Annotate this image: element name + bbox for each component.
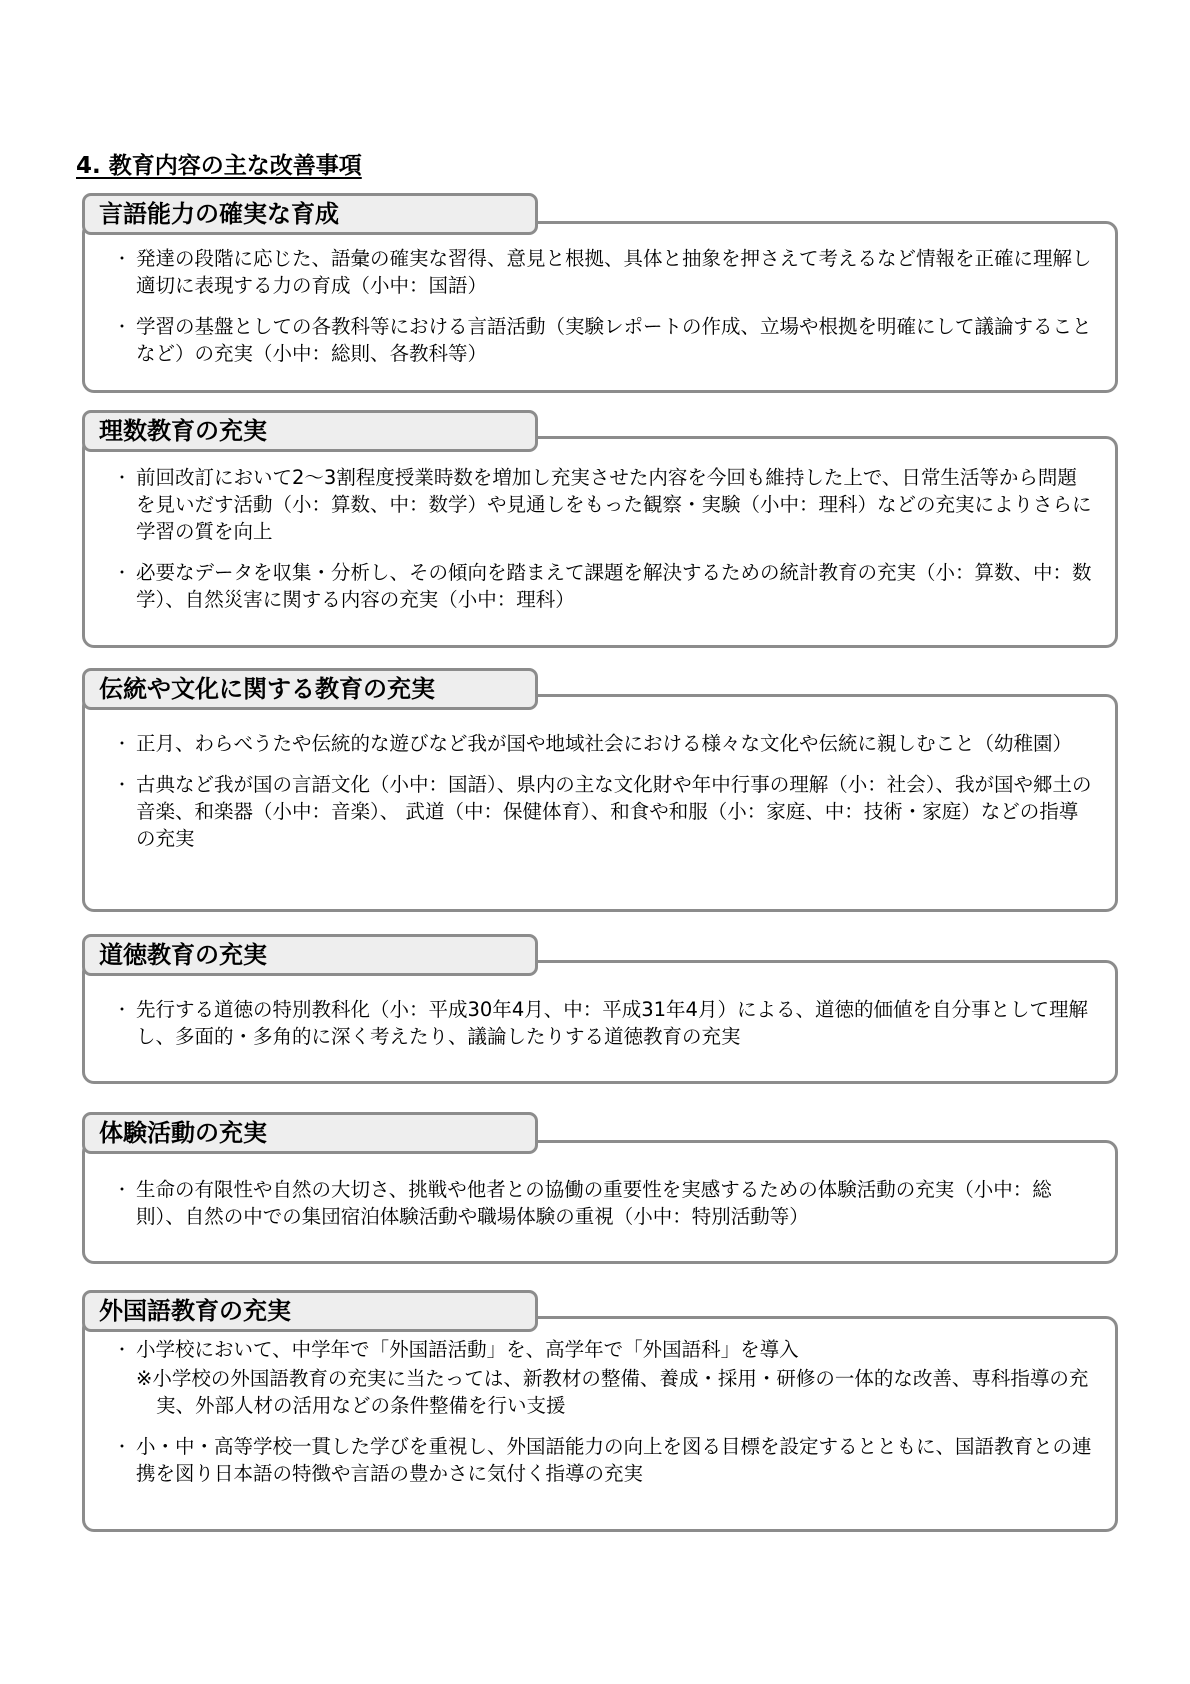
- section-tradition-culture: [82, 668, 1118, 912]
- section-experience: [82, 1112, 1118, 1264]
- section-title: 言語能力の確実な育成: [82, 193, 538, 235]
- section-foreign-language: [82, 1290, 1118, 1532]
- page-heading: 4. 教育内容の主な改善事項: [76, 153, 362, 179]
- section-title: 理数教育の充実: [82, 410, 538, 452]
- section-science-math: [82, 410, 1118, 648]
- note-text: ※小学校の外国語教育の充実に当たっては、新教材の整備、養成・採用・研修の一体的な改善、専科指導の充実、外部人材の活用などの条件整備を行い支援: [136, 1367, 1089, 1417]
- list-item: ・ 小学校において、中学年で「外国語活動」を、高学年で「外国語科」を導入: [122, 1336, 1096, 1363]
- section-title: 伝統や文化に関する教育の充実: [82, 668, 538, 710]
- list-item: ・ 先行する道徳の特別教科化（小：平成30年4月、中：平成31年4月）による、道徳的価値を自分事として理解し、多面的・多角的に深く考えたり、議論したりする道徳教育の充実: [122, 996, 1096, 1050]
- list-item: ・ 小・中・高等学校一貫した学びを重視し、外国語能力の向上を図る目標を設定するとともに、国語教育との連携を図り日本語の特徴や言語の豊かさに気付く指導の充実: [122, 1433, 1096, 1487]
- list-item: ・ 学習の基盤としての各教科等における言語活動（実験レポートの作成、立場や根拠を明確にして議論することなど）の充実（小中：総則、各教科等）: [122, 313, 1096, 367]
- section-title: 体験活動の充実: [82, 1112, 538, 1154]
- list-item: ・ 古典など我が国の言語文化（小中：国語）、県内の主な文化財や年中行事の理解（小：社会）、我が国や郷土の音楽、和楽器（小中：音楽）、 武道（中：保健体育）、和食や和服（小：家庭、中：技術・家庭）などの指導の充実: [122, 771, 1096, 852]
- list-item: ・ 正月、わらべうたや伝統的な遊びなど我が国や地域社会における様々な文化や伝統に親しむこと（幼稚園）: [122, 730, 1096, 757]
- section-language: [82, 193, 1118, 393]
- section-title: 外国語教育の充実: [82, 1290, 538, 1332]
- list-item: ・ 発達の段階に応じた、語彙の確実な習得、意見と根拠、具体と抽象を押さえて考えるなど情報を正確に理解し適切に表現する力の育成（小中：国語）: [122, 245, 1096, 299]
- list-item: ・ 生命の有限性や自然の大切さ、挑戦や他者との協働の重要性を実感するための体験活動の充実（小中：総則）、自然の中での集団宿泊体験活動や職場体験の重視（小中：特別活動等）: [122, 1176, 1096, 1230]
- section-title: 道徳教育の充実: [82, 934, 538, 976]
- section-moral: [82, 934, 1118, 1084]
- list-item: ・ 必要なデータを収集・分析し、その傾向を踏まえて課題を解決するための統計教育の充実（小：算数、中：数学）、自然災害に関する内容の充実（小中：理科）: [122, 559, 1096, 613]
- list-item: ・ 前回改訂において2～3割程度授業時数を増加し充実させた内容を今回も維持した上で、日常生活等から問題を見いだす活動（小：算数、中：数学）や見通しをもった観察・実験（小中：理科）などの充実によりさらに学習の質を向上: [122, 464, 1096, 545]
